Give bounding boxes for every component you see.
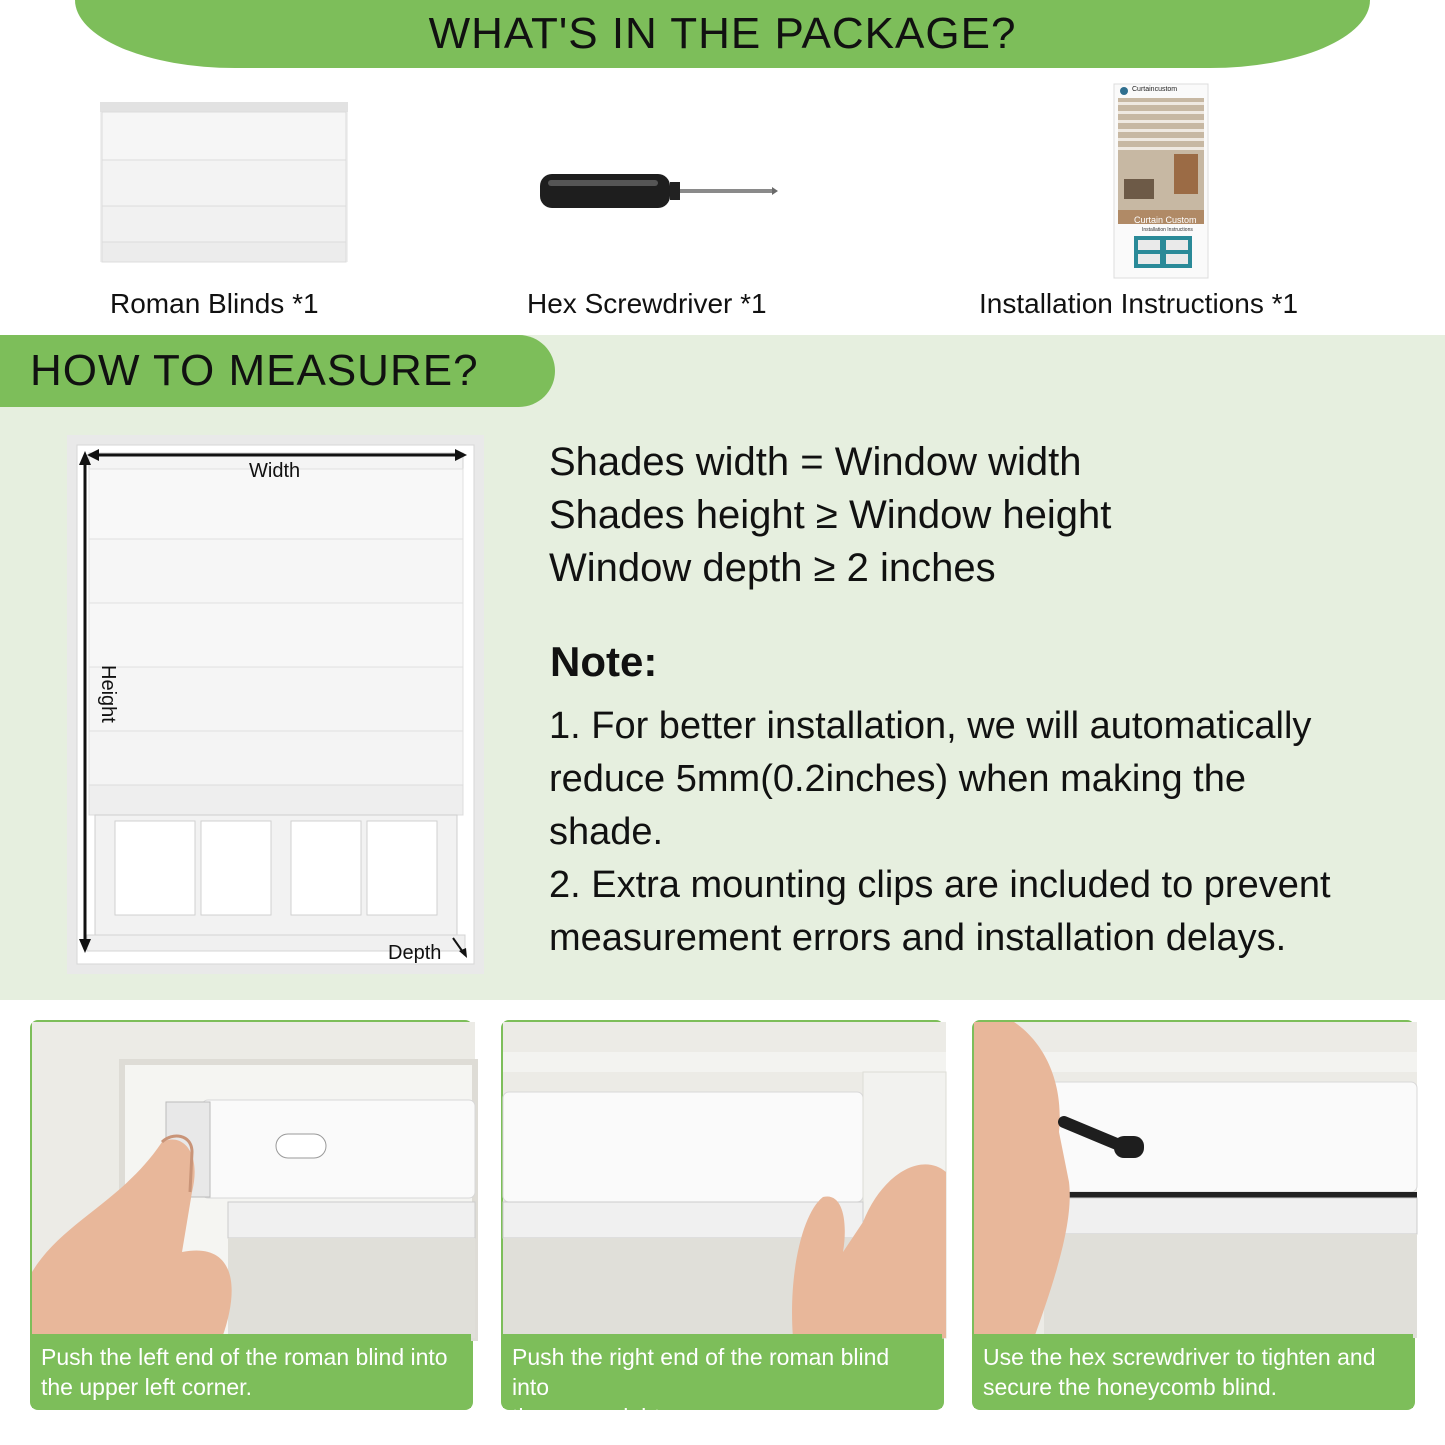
step-3-caption [974,1334,1413,1408]
note-line: 2. Extra mounting clips are included to prevent [549,864,1331,906]
height-label: Height [97,665,119,723]
package-title: WHAT'S IN THE PACKAGE? [428,9,1017,58]
step-1-photo [32,1022,471,1338]
note-line: 1. For better installation, we will automatically [549,705,1312,747]
measure-banner [0,335,555,407]
width-label: Width [249,460,301,482]
step-1-caption [32,1334,471,1408]
package-item-label: Hex Screwdriver *1 [527,288,767,319]
step-caption-line: Push the right end of the roman blind into [512,1344,890,1400]
depth-label: Depth [388,942,442,964]
step-caption-line: secure the honeycomb blind. [983,1374,1278,1400]
leaflet-subtitle: Installation Instructions [1142,227,1193,233]
note-line: shade. [549,811,664,853]
leaflet-brand: Curtaincustom [1132,86,1178,93]
note-line: reduce 5mm(0.2inches) when making the [549,758,1247,800]
screwdriver-icon [538,170,778,214]
instruction-leaflet-icon [1114,84,1208,278]
step-2-photo [503,1022,942,1338]
step-caption-line: the upper right corner. [512,1404,738,1430]
measure-title: HOW TO MEASURE? [30,346,479,395]
spec-depth: Window depth ≥ 2 inches [549,546,996,590]
note-title: Note: [550,638,658,685]
note-line: measurement errors and installation delays. [549,917,1287,959]
step-caption-line: Push the left end of the roman blind into [41,1344,448,1370]
spec-width: Shades width = Window width [549,440,1082,484]
install-step-3 [972,1020,1415,1410]
spec-height: Shades height ≥ Window height [549,493,1112,537]
package-item-label: Installation Instructions *1 [979,288,1299,319]
package-item-label: Roman Blinds *1 [110,288,319,319]
step-2-caption [503,1334,942,1430]
step-3-photo [974,1022,1413,1338]
install-step-2 [501,1020,944,1430]
step-caption-line: the upper left corner. [41,1374,252,1400]
package-banner [75,0,1370,68]
install-step-1 [30,1020,473,1410]
measurement-diagram [67,435,484,974]
step-caption-line: Use the hex screwdriver to tighten and [983,1344,1376,1370]
roman-blind-icon [100,102,348,262]
leaflet-title: Curtain Custom [1134,215,1197,225]
